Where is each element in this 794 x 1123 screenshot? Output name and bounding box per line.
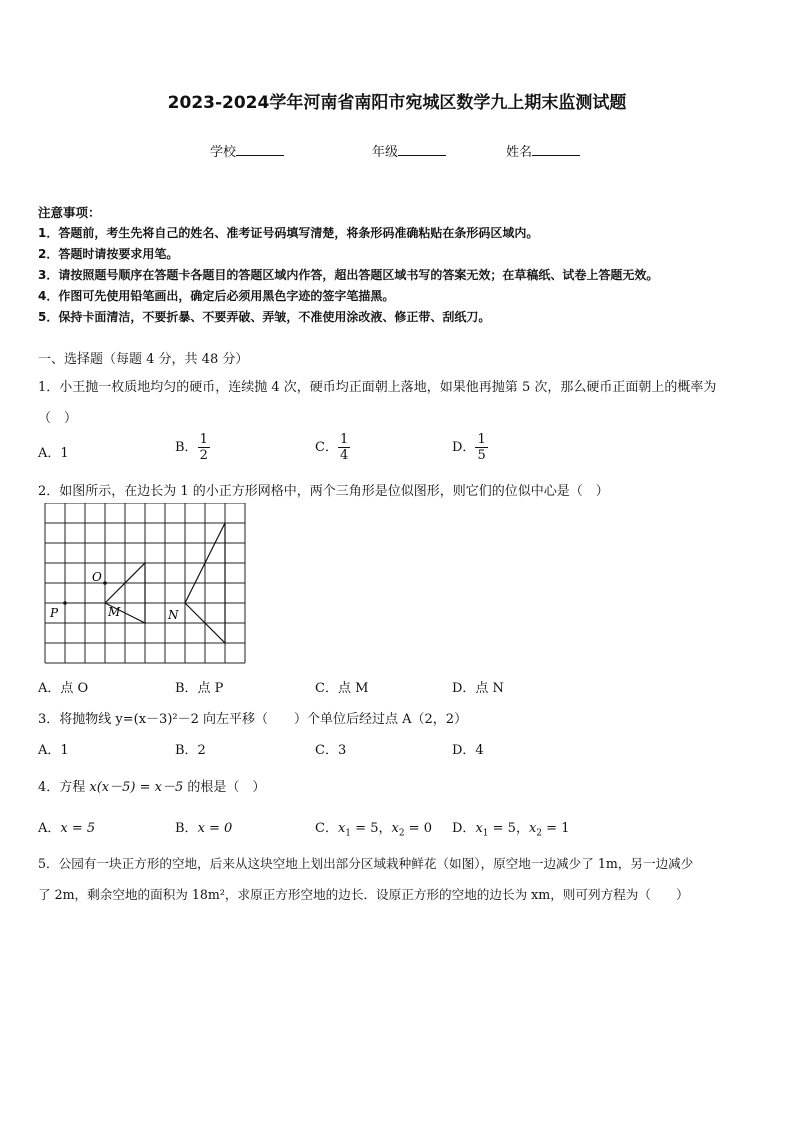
q1-option-b[interactable]: [175, 432, 210, 463]
label-m: M: [108, 605, 121, 619]
question-2-text: 2．如图所示，在边长为 1 的小正方形网格中，两个三角形是位似图形，则它们的位似中心是（ ）: [38, 484, 609, 499]
q2-option-b[interactable]: B．点 P: [175, 681, 224, 696]
option-letter: C．: [315, 821, 338, 836]
school-field[interactable]: [210, 141, 284, 160]
subscript: 2: [398, 828, 405, 839]
notice-heading: 注意事项：: [38, 205, 101, 220]
label-p: P: [50, 606, 59, 620]
question-3-text: 3．将抛物线 y=(x－3)²－2 向左平移（ ）个单位后经过点 A（2，2）: [38, 712, 468, 727]
question-5-text-cont: 了 2m，剩余空地的面积为 18m²，求原正方形空地的边长．设原正方形的空地的边长为 xm，则可列方程为（ ）: [38, 887, 689, 902]
option-letter: C．: [315, 440, 338, 455]
name-label: 姓名: [506, 145, 533, 160]
q4-suffix: 的根是（ ）: [183, 780, 266, 795]
q2-option-d[interactable]: D．点 N: [452, 681, 504, 696]
notice-item: 1．答题前，考生先将自己的姓名、准考证号码填写清楚，将条形码准确粘贴在条形码区域内。: [38, 226, 539, 240]
notice-item: 4．作图可先使用铅笔画出，确定后必须用黑色字迹的签字笔描黑。: [38, 289, 395, 303]
question-5-text: 5．公园有一块正方形的空地，后来从这块空地上划出部分区域栽种鲜花（如图），原空地一边减少了 1m，另一边减少: [38, 856, 694, 871]
variable: x: [528, 821, 537, 836]
notice-item: 2．答题时请按要求用笔。: [38, 247, 179, 261]
denominator: 4: [339, 448, 349, 463]
q3-option-c[interactable]: C．3: [315, 743, 347, 758]
grade-blank[interactable]: [398, 143, 446, 156]
grid-figure: [44, 503, 248, 666]
value: = 0: [404, 821, 432, 836]
variable: x: [337, 821, 346, 836]
numerator: 1: [199, 432, 208, 447]
fraction: [475, 432, 487, 463]
numerator: 1: [477, 432, 486, 447]
q1-option-d[interactable]: [452, 432, 488, 463]
denominator: 2: [199, 448, 208, 463]
school-label: 学校: [210, 145, 237, 160]
section-heading: 一、选择题（每题 4 分，共 48 分）: [38, 352, 249, 367]
q3-option-d[interactable]: D．4: [452, 743, 484, 758]
subscript: 1: [482, 828, 489, 839]
option-letter: B．: [175, 821, 198, 836]
label-n: N: [168, 608, 179, 622]
value: = 1: [542, 821, 570, 836]
variable: x: [391, 821, 399, 836]
value: = 5，: [351, 821, 392, 836]
fraction: [198, 432, 210, 463]
point-o: [103, 581, 107, 585]
question-1-text: 1．小王抛一枚质地均匀的硬币，连续抛 4 次，硬币均正面朝上落地，如果他再抛第 5 次，那么硬币正面朝上的概率为: [38, 380, 717, 395]
q4-prefix: 4．方程: [38, 780, 90, 795]
q2-option-a[interactable]: A．点 O: [38, 681, 89, 696]
fraction: [338, 432, 350, 463]
q4-option-a[interactable]: [38, 817, 95, 836]
school-blank[interactable]: [236, 143, 284, 156]
denominator: 5: [477, 448, 486, 463]
label-o: O: [92, 570, 102, 584]
value: = 5，: [488, 821, 529, 836]
name-field[interactable]: [506, 141, 580, 160]
question-1-bracket: （ ）: [38, 411, 78, 426]
q1-option-a[interactable]: A．1: [38, 446, 69, 461]
name-blank[interactable]: [532, 143, 580, 156]
option-value: x = 5: [60, 821, 96, 836]
notice-item: 5．保持卡面清洁，不要折暴、不要弄破、弄皱，不准使用涂改液、修正带、刮纸刀。: [38, 310, 491, 324]
q2-option-c[interactable]: C．点 M: [315, 681, 369, 696]
option-letter: D．: [452, 821, 476, 836]
option-letter: B．: [175, 440, 198, 455]
q4-option-c[interactable]: [315, 817, 432, 839]
notice-item: 3．请按照题号顺序在答题卡各题目的答题区域内作答，超出答题区域书写的答案无效；在草稿纸、试卷上答题无效。: [38, 268, 659, 282]
subscript: 2: [536, 828, 543, 839]
numerator: 1: [339, 432, 349, 447]
q4-option-b[interactable]: [175, 817, 232, 836]
q4-option-d[interactable]: [452, 817, 569, 839]
variable: x: [475, 821, 483, 836]
page-title: 2023-2024学年河南省南阳市宛城区数学九上期末监测试题: [167, 93, 627, 113]
question-4-text: [38, 776, 265, 795]
subscript: 1: [345, 828, 352, 839]
q4-equation: x(x－5) = x－5: [89, 780, 184, 795]
option-value: x = 0: [197, 821, 233, 836]
option-letter: A．: [38, 821, 61, 836]
q3-option-b[interactable]: B．2: [175, 743, 206, 758]
option-letter: D．: [452, 440, 476, 455]
grade-label: 年级: [372, 145, 399, 160]
q1-option-c[interactable]: [315, 432, 350, 463]
grade-field[interactable]: [372, 141, 446, 160]
q3-option-a[interactable]: A．1: [38, 743, 69, 758]
point-p: [63, 601, 67, 605]
